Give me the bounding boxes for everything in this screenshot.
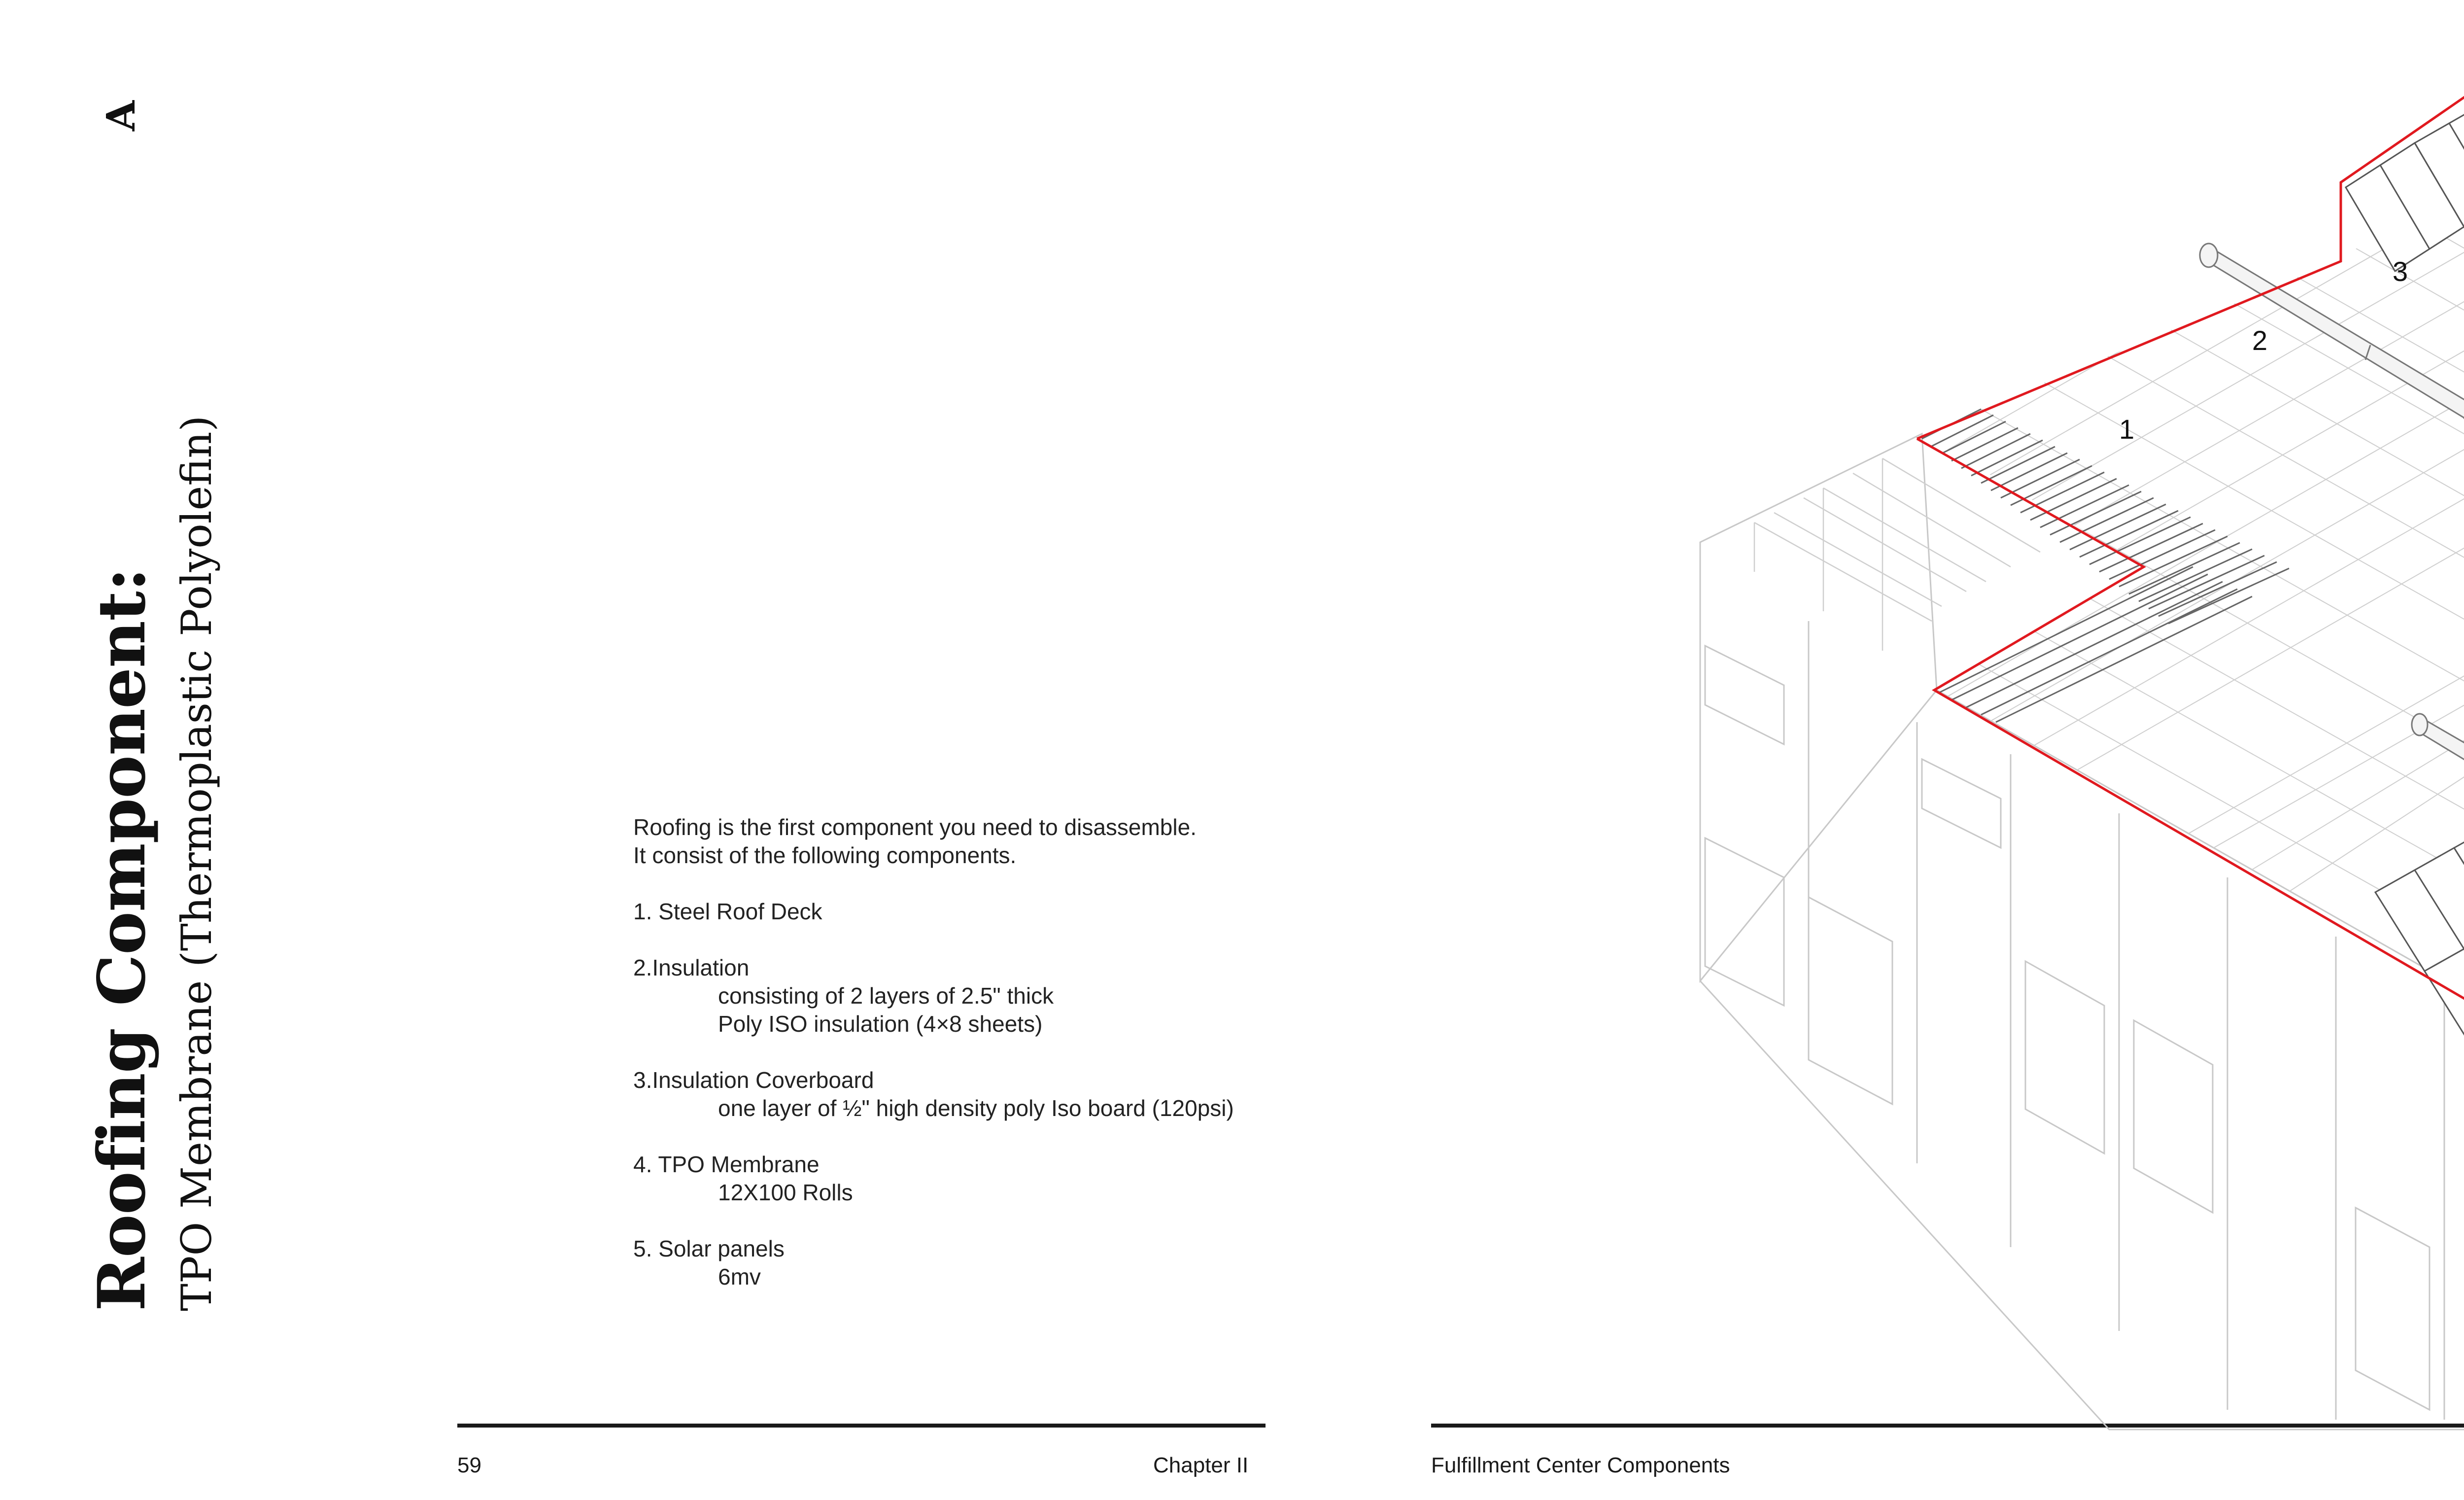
component-item-1: 1. Steel Roof Deck [633,899,822,924]
chapter-label: Chapter II [1153,1453,1249,1477]
component-item-2-detail-1: consisting of 2 layers of 2.5" thick [718,983,1054,1009]
solar-panels-bottom [2375,759,2464,1050]
body-text [633,813,1274,1291]
section-label: Fulfillment Center Components [1431,1453,1730,1477]
component-item-4-detail-1: 12X100 Rolls [718,1180,853,1205]
component-item-5: 5. Solar panels [633,1236,785,1261]
page-title: Roofing Component: [84,568,160,1311]
roof-cutaway-outline [1917,84,2464,439]
page-number-left: 59 [457,1453,481,1477]
publisher-logo: A [98,100,144,132]
component-item-4: 4. TPO Membrane [633,1151,820,1177]
component-item-3: 3.Insulation Coverboard [633,1067,874,1093]
intro-line-1: Roofing is the first component you need to disassemble. [633,814,1197,840]
roof-cutaway-outline-lower [1917,439,2464,1084]
component-item-5-detail-1: 6mv [718,1264,761,1290]
component-item-2-detail-2: Poly ISO insulation (4×8 sheets) [718,1011,1043,1037]
label-1: 1 [2119,414,2135,445]
component-item-3-detail-1: one layer of ½" high density poly Iso board (120psi) [718,1095,1234,1121]
intro-line-2: It consist of the following components. [633,842,1017,868]
roof-isometric-diagram [1676,74,2464,1434]
label-3: 3 [2393,256,2408,287]
steel-deck-ribs [1922,409,2289,722]
component-item-2: 2.Insulation [633,955,750,980]
label-2: 2 [2252,325,2268,356]
page-subtitle: TPO Membrane (Thermoplastic Polyolefin) [172,415,221,1311]
footer-rule-left [457,1424,1266,1428]
